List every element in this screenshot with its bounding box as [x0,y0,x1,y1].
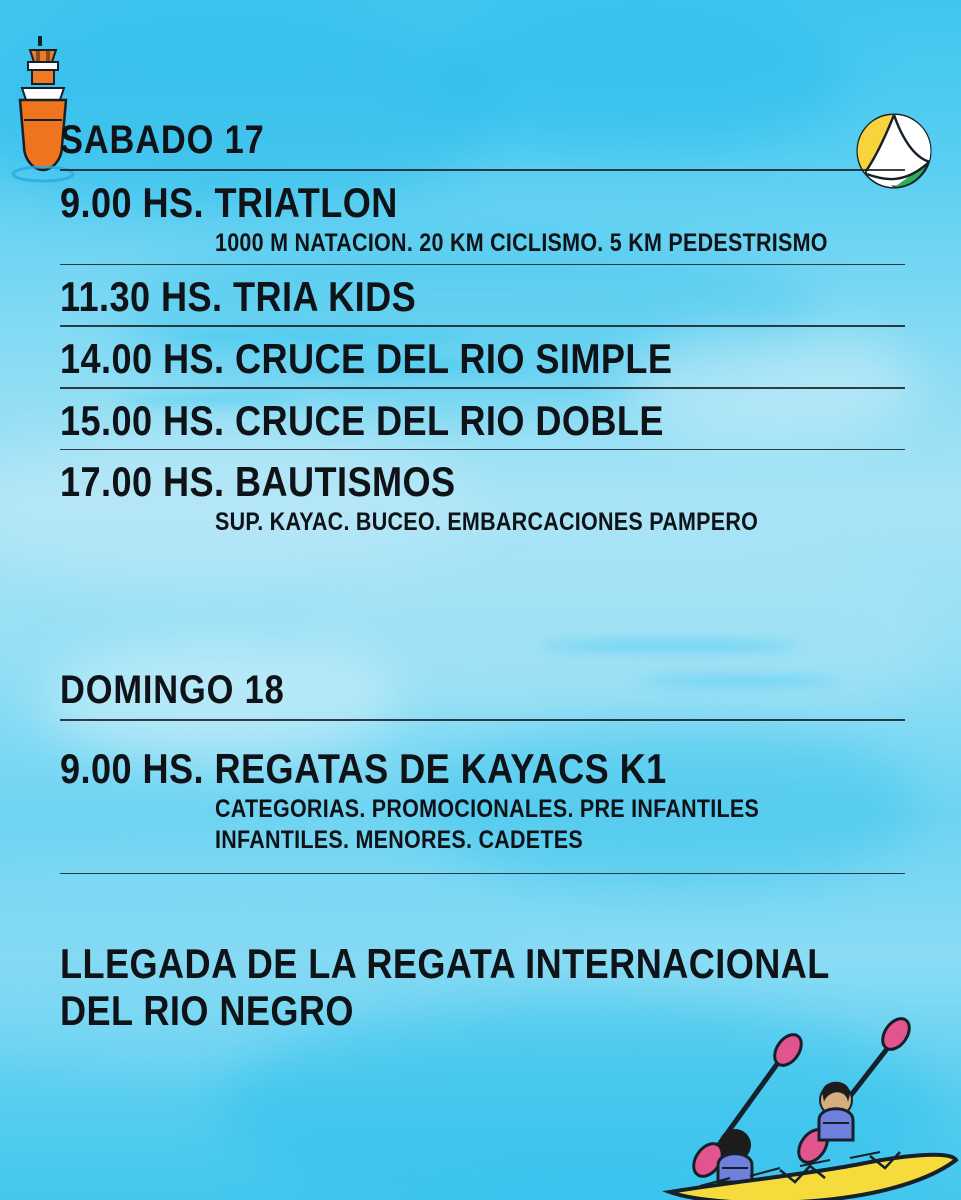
event-subtitle-text: 1000 M NATACION. 20 KM CICLISMO. 5 KM PEDESTRISMO [215,229,828,258]
schedule-day-sabado [60,118,905,537]
event-item [60,454,905,537]
event-item [60,175,905,258]
divider [60,387,905,389]
event-line [60,460,905,504]
footer-line-2-text: DEL RIO NEGRO [60,987,354,1035]
event-subtitle-text: SUP. KAYAC. BUCEO. EMBARCACIONES PAMPERO [215,508,759,537]
divider [60,719,905,721]
event-subtitle [215,508,905,537]
footer-line-1 [60,940,905,987]
event-line [60,396,905,444]
day-title-sabado [60,118,905,163]
divider [60,264,905,266]
event-line-text: 17.00 HS. BAUTISMOS [60,458,456,506]
schedule-day-domingo [60,668,905,878]
footer-line-1-text: LLEGADA DE LA REGATA INTERNACIONAL [60,940,830,987]
event-line-text: 11.30 HS. TRIA KIDS [60,273,417,321]
event-line-text: 15.00 HS. CRUCE DEL RIO DOBLE [60,396,664,444]
event-item [60,393,905,443]
day-title-text: SABADO 17 [60,118,265,162]
event-line-text: 9.00 HS. REGATAS DE KAYACS K1 [60,745,667,792]
event-item [60,269,905,319]
divider [60,449,905,451]
event-line [60,334,905,382]
event-line-text: 14.00 HS. CRUCE DEL RIO SIMPLE [60,334,673,382]
event-item [60,725,905,855]
divider [60,325,905,327]
divider [60,169,905,171]
event-line [60,747,905,791]
divider [60,873,905,875]
day-title-text: DOMINGO 18 [60,668,285,712]
event-subtitle-secondary [215,826,905,855]
event-line [60,275,905,319]
event-subtitle-text: CATEGORIAS. PROMOCIONALES. PRE INFANTILES [215,795,760,824]
event-item [60,331,905,381]
event-line-text: 9.00 HS. TRIATLON [60,179,398,226]
event-subtitle [215,795,905,824]
event-subtitle-secondary-text: INFANTILES. MENORES. CADETES [215,825,583,854]
footer-line-2 [60,987,905,1034]
day-title-domingo [60,668,905,713]
footer-highlight [60,940,905,1034]
event-subtitle [215,229,905,258]
event-line [60,181,905,225]
